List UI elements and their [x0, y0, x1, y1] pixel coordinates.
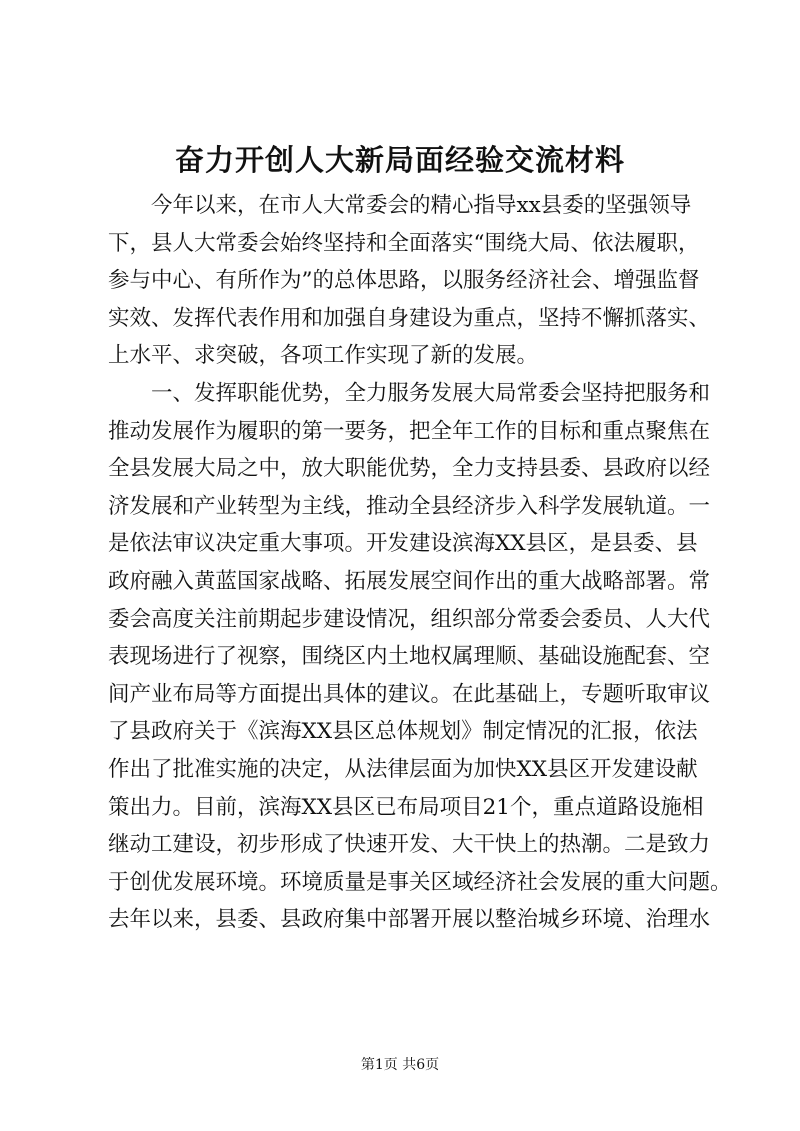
body-line: 全县发展大局之中，放大职能优势，全力支持县委、县政府以经 [108, 456, 711, 482]
body-line: 委会高度关注前期起步建设情况，组织部分常委会委员、人大代 [108, 606, 711, 632]
body-line: 政府融入黄蓝国家战略、拓展发展空间作出的重大战略部署。常 [108, 568, 711, 594]
page-footer: 第1页 共6页 [360, 1057, 440, 1073]
body-line: 一、发挥职能优势，全力服务发展大局常委会坚持把服务和 [108, 380, 711, 406]
body-line: 了县政府关于《滨海XX县区总体规划》制定情况的汇报，依法 [108, 719, 698, 745]
document-body [108, 187, 732, 939]
body-line: 推动发展作为履职的第一要务，把全年工作的目标和重点聚焦在 [108, 418, 711, 444]
body-line: 济发展和产业转型为主线，推动全县经济步入科学发展轨道。一 [108, 493, 711, 519]
body-line: 下，县人大常委会始终坚持和全面落实“围绕大局、依法履职， [108, 230, 700, 256]
body-line: 间产业布局等方面提出具体的建议。在此基础上，专题听取审议 [108, 681, 711, 707]
body-line: 表现场进行了视察，围绕区内土地权属理顺、基础设施配套、空 [108, 644, 711, 670]
body-line: 上水平、求突破，各项工作实现了新的发展。 [108, 343, 539, 369]
body-line: 继动工建设，初步形成了快速开发、大干快上的热潮。二是致力 [108, 832, 711, 858]
body-line: 实效、发挥代表作用和加强自身建设为重点，坚持不懈抓落实、 [108, 305, 711, 331]
body-line: 于创优发展环境。环境质量是事关区域经济社会发展的重大问题。 [108, 869, 732, 895]
body-line: 作出了批准实施的决定，从法律层面为加快XX县区开发建设献 [108, 756, 698, 782]
body-line: 今年以来，在市人大常委会的精心指导xx县委的坚强领导 [108, 193, 692, 218]
document-title: 奋力开创人大新局面经验交流材料 [174, 143, 625, 177]
body-line: 参与中心、有所作为”的总体思路，以服务经济社会、增强监督 [108, 268, 700, 294]
body-line: 策出力。目前，滨海XX县区已布局项目21个，重点道路设施相 [108, 794, 704, 820]
body-line: 去年以来，县委、县政府集中部署开展以整治城乡环境、治理水 [108, 907, 711, 933]
body-line: 是依法审议决定重大事项。开发建设滨海XX县区，是县委、县 [108, 531, 698, 557]
